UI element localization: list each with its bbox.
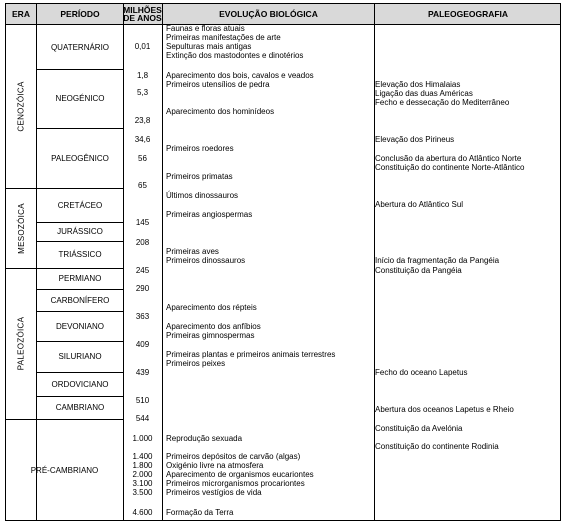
era-mesozoica: MESOZÓICA	[16, 202, 26, 254]
period-cambriano: CAMBRIANO	[55, 403, 105, 412]
header-milhoes	[123, 4, 162, 24]
bio-event: Primeiros peixes	[166, 359, 226, 368]
era-cenozoica: CENOZÓICA	[16, 81, 26, 132]
bio-event: Primeiros microrganismos procariontes	[166, 479, 305, 488]
bio-event: Primeiras gimnospermas	[166, 331, 255, 340]
ma-value: 3.100	[132, 479, 153, 488]
ma-value: 1.000	[132, 434, 153, 443]
header-evolucao: EVOLUÇÃO BIOLÓGICA	[219, 9, 318, 19]
ma-value: 23,8	[134, 116, 151, 125]
period-siluriano: SILURIANO	[58, 352, 102, 361]
ma-value: 0,01	[134, 42, 151, 51]
bio-event: Primeiros primatas	[166, 172, 233, 181]
ma-value: 34,6	[134, 135, 151, 144]
bio-event: Primeiras aves	[166, 247, 219, 256]
bio-event: Aparecimento de organismos eucariontes	[166, 470, 314, 479]
geo-event: Abertura do Atlântico Sul	[375, 200, 464, 209]
geo-event: Ligação das duas Américas	[375, 89, 473, 98]
ma-value: 1,8	[136, 71, 149, 80]
bio-event: Primeiros utensílios de pedra	[166, 80, 270, 89]
period-triassico: TRIÁSSICO	[58, 250, 102, 259]
geo-event: Elevação dos Himalaias	[375, 80, 461, 89]
header-era: ERA	[12, 9, 30, 19]
header-paleogeografia: PALEOGEOGRAFIA	[427, 9, 509, 19]
geo-event: Conclusão da abertura do Atlântico Norte	[375, 154, 522, 163]
ma-value: 363	[135, 312, 150, 321]
geo-event: Elevação dos Pirineus	[375, 135, 455, 144]
bio-event: Reprodução sexuada	[166, 434, 243, 443]
bio-event: Extinção dos mastodontes e dinotérios	[166, 51, 304, 60]
bio-event: Aparecimento dos anfíbios	[166, 322, 261, 331]
ma-value: 1.400	[132, 452, 153, 461]
ma-value: 4.600	[132, 508, 153, 517]
geo-event: Abertura dos oceanos Lapetus e Rheio	[375, 405, 514, 414]
geologic-time-table	[5, 3, 561, 521]
geo-event: Constituição do continente Rodinia	[375, 442, 499, 451]
ma-value: 208	[135, 238, 150, 247]
geo-event: Constituição da Avelónia	[375, 424, 463, 433]
geo-event: Constituição da Pangéia	[375, 266, 462, 275]
bio-event: Aparecimento dos hominídeos	[166, 107, 275, 116]
ma-value: 290	[135, 284, 150, 293]
bio-event: Primeiros roedores	[166, 144, 234, 153]
geo-event: Fecho e dessecação do Mediterrâneo	[375, 98, 510, 107]
bio-event: Últimos dinossauros	[166, 191, 239, 200]
col-divider-ma	[162, 4, 163, 520]
ma-value: 56	[138, 154, 147, 163]
bio-event: Primeiros depósitos de carvão (algas)	[166, 452, 301, 461]
bio-event: Formação da Terra	[166, 508, 234, 517]
bio-event: Oxigénio livre na atmosfera	[166, 461, 264, 470]
bio-event: Primeiras plantas e primeiros animais terrestres	[166, 350, 336, 359]
bio-event: Primeiros dinossauros	[166, 256, 246, 265]
period-neogenico: NEOGÉNICO	[55, 94, 105, 103]
geo-event: Início da fragmentação da Pangéia	[375, 256, 500, 265]
ma-value: 2.000	[132, 470, 153, 479]
ma-value: 544	[135, 414, 150, 423]
ma-value: 245	[135, 266, 150, 275]
ma-value: 510	[135, 396, 150, 405]
geo-event: Constituição do continente Norte-Atlântico	[375, 163, 525, 172]
period-permiano: PERMIANO	[58, 274, 102, 283]
period-ordoviciano: ORDOVICIANO	[51, 379, 109, 389]
header-milhoes-line2: DE ANOS	[123, 13, 162, 23]
period-quaternario: QUATERNÁRIO	[50, 42, 110, 52]
header-milhoes-line1: MILHÕES	[123, 5, 162, 15]
ma-value: 1.800	[132, 461, 153, 470]
period-precambriano: PRÉ-CAMBRIANO	[30, 466, 99, 475]
bio-event: Aparecimento dos répteis	[166, 303, 257, 312]
bio-event: Sepulturas mais antigas	[166, 42, 252, 51]
period-jurassico: JURÁSSICO	[57, 227, 103, 236]
ma-value: 439	[135, 368, 150, 377]
period-paleogenico: PALEOGÊNICO	[51, 153, 109, 163]
bio-event: Primeiros vestígios de vida	[166, 488, 262, 497]
ma-value: 3.500	[132, 488, 153, 497]
bio-event: Aparecimento dos bois, cavalos e veados	[166, 71, 314, 80]
ma-value: 65	[138, 181, 147, 190]
ma-value: 5,3	[136, 88, 149, 97]
ma-value: 145	[135, 218, 150, 227]
period-devoniano: DEVONIANO	[55, 321, 104, 331]
period-carbonifero: CARBONÍFERO	[50, 295, 110, 305]
era-paleozoica: PALEOZÓICA	[16, 316, 26, 371]
bio-event: Faunas e floras atuais	[166, 24, 245, 33]
bio-event: Primeiras angiospermas	[166, 210, 253, 219]
ma-value: 409	[135, 340, 150, 349]
geo-event: Fecho do oceano Lapetus	[375, 368, 468, 377]
bio-event: Primeiras manifestações de arte	[166, 33, 281, 42]
header-periodo: PERÍODO	[60, 9, 100, 19]
period-cretaceo: CRETÁCEO	[57, 200, 103, 210]
